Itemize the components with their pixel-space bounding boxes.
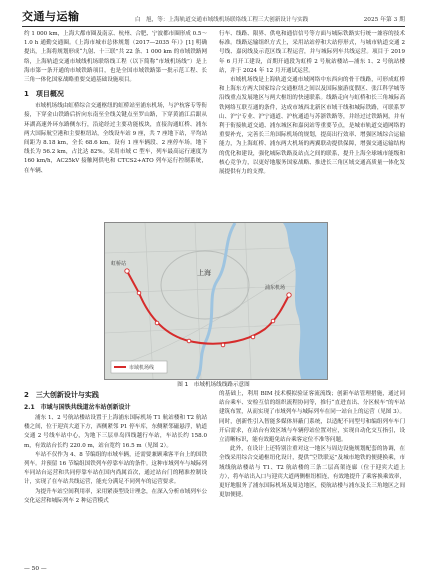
station [187,339,191,343]
station [251,335,255,339]
journal-logo: 交通与运输 [22,10,80,23]
map-label-shanghai: 上海 [197,269,211,277]
station-hongqiao [125,269,129,273]
figure-caption: 图 1 市域机场线线路示意图 [177,382,250,388]
map-label-hongqiao: 虹桥站 [111,261,127,267]
paragraph: 车站不仅作为 4、8 节编组的市域车辆，还需要兼顾乘客平台上的国铁列车。并预留 16 节编组国铁列车停靠车站的条件。这种市域列车与城际列车同站台运营和共同停靠车站在国内尚属首次，通过站台门的精准控制设计，实现了在车站共线运营，能充分满足不同列车的运营要求。 [24,451,207,486]
paragraph: 市域机场线由虹桥综合交通枢纽的虹桥站至浦东机场，与沪杭客专等衔接，下穿金山铁路后折向东南至全线关键点至罗山路，下穿黄浦江后跟从环湖高速外环东路侧东行，沿途经过主要功能板块，直接沟通虹桥、浦东两大国际航空港和主要枢纽站，全线设车站 9 座，共 7 座地下站，平均站间距为 8.18 km，全长 68.6 km。设有 1 座车辆段、2 座停车场。地下线长为 56.2 km，占比达 82%。采用市域 C 型车，列车最高运行速度为 160 km/h，AC25kV 接触网供电和 CTCS2+ATO 列车运行控制系统，在车辆、 [24,103,207,174]
paragraph: 浦东 1、2 号航站楼站设置于上海浦东国际机场 T1 航站楼和 T2 航站楼之间，位于迎宾大道下方，西侧紧邻 P1 停车库，东侧紧邻磁悬浮，轨道交通 2 号线车站中心，为地下三层单岛四线越行车站，车站长约 158.0 m，有效站台长约 220.0 m，站台宽约 16.5 m（见图 2）。 [24,415,207,449]
station [221,343,225,347]
page-header [22,8,405,27]
paragraph: 为提升车站空间利用率，采用紧凑型设计理念，在深入分析市域列车公交化运营和城际列车 2 种运营模式 [24,488,207,504]
subsection-heading: 2.1 市域与国铁共线道岔车站创新设计 [24,404,131,411]
route-map-figure [104,222,328,380]
issue-label: 2025 年第 3 期 [363,17,405,23]
page-number: — 50 — [24,566,47,572]
route-map [105,223,327,379]
map-label-pudong: 浦东机场 [265,285,286,291]
right-column-top [219,30,405,177]
legend-label: 市域机场线 [129,365,155,371]
right-column-bottom [219,390,405,500]
station-pudong-airport [287,293,291,297]
station [137,291,141,295]
station [271,319,275,323]
section-heading: 1 项目概况 [24,90,64,99]
paragraph: 约 1 000 km，上海大都市圈及南京、杭州、合肥、宁波都市圈形成 0.5～1.0 h 通勤交通圈。《上海市城市总体规划（2017—2035 年）》[1] 明确提出，上海将规划形成“九射、十三联”共 22 条、1 000 km 的市域铁路网络，上海轨道交通市域线机场联络线工程（以下简称“市域机场线”）是上海市第一条开通的市域铁路项目，也是全国市域铁路第一批示范工程、长三角一体化国家战略重要交通基础设施项目。 [24,31,207,84]
left-column-top [24,30,207,176]
paragraph: 市域机场线是上海轨道交通市域网络中东西向的骨干线路，可形成虹桥和上海东方两大国家综合交通枢纽之间以及国际旅游度假区、张江科学城等沿线重点发展地区与两大枢纽的快速联系。线路走向与虹桥和长三角城际高铁网络互联互通的条件，达成市域西北新区市域干线和城际铁路，可联系罗山、沪宁专业、沪宁通道、沪杭通道与苏浙铁路等，并经过过铁路网，并有利于衔接轨道交通、浦东城区和嘉闵站等重要节点，是城市轨道交通网络的重要补充，完善长三角国际机场的规划，提高出行效率、增强区域综合运输能力，为上海虹桥、浦东两大机场的两翼联动提供保障，增强交通运输结构的优化和建设，强化城际铁路及站点之间的联系，提升上海全球城市能级和核心竞争力，以更好地服务国家战略、推进长三角区域交通高质量一体化发展提供有力的支撑。 [219,77,405,176]
station [155,321,159,325]
left-column-bottom [24,390,207,506]
running-title: 白 旭，等：上海轨道交通市域线机场联络线工程三大创新设计与实践 [134,17,309,23]
paragraph: 行车、线路、限界、供电和通信信号等方面与城际铁路实行统一兼容的技术标准。线路运输组织方式上，采用站站停和大站停形式，与城市轨道交通 2 号线、嘉闵线及示范区线工程运营，并与城际列车共线运营。项目于 2019 年 6 月开工建设，首期开通段为虹桥 2 号航站楼站—浦东 1、2 号航站楼站，并于 2024 年 12 月开通试运营。 [219,31,405,74]
paragraph: 的基础上，利用 BIM 技术模拟验证客流流线；创新车站管理措施，通过同站台乘车、安检互信的组织流程协同等，推行“直进直出、分区候车”的车站建筑布置，从而实现了市域列车与城际列车在同一站台上的运营（见图 3）。同时，创新性引入智能多媒体屏蔽门系统，以适配不同型号和编组列车车门开启需求，在站台有效区域与车辆停站位置对应，实现自动化交互指引，设立清晰标识，能有效避免站台乘客定位不准等问题。 [219,391,405,444]
paragraph: 此外，在设计上还特别注重对这一地区与周边设施规划配套的协调，在全线采用综合交通枢纽化设计，提供“空铁联运”及城市地铁的便捷换乘，市域线航站楼站与 T1、T2 航站楼的三条二层高架连廊（位于迎宾大道上方），将车站出入口与迎宾大道两侧枢纽相连，有效地提升了乘客换乘效率，更好地服务了浦东国际机场及周边地区，使航站楼与浦东及长三角地区之间更加便捷。 [219,446,405,499]
section-heading: 2 三大创新设计与实践 [24,391,99,399]
